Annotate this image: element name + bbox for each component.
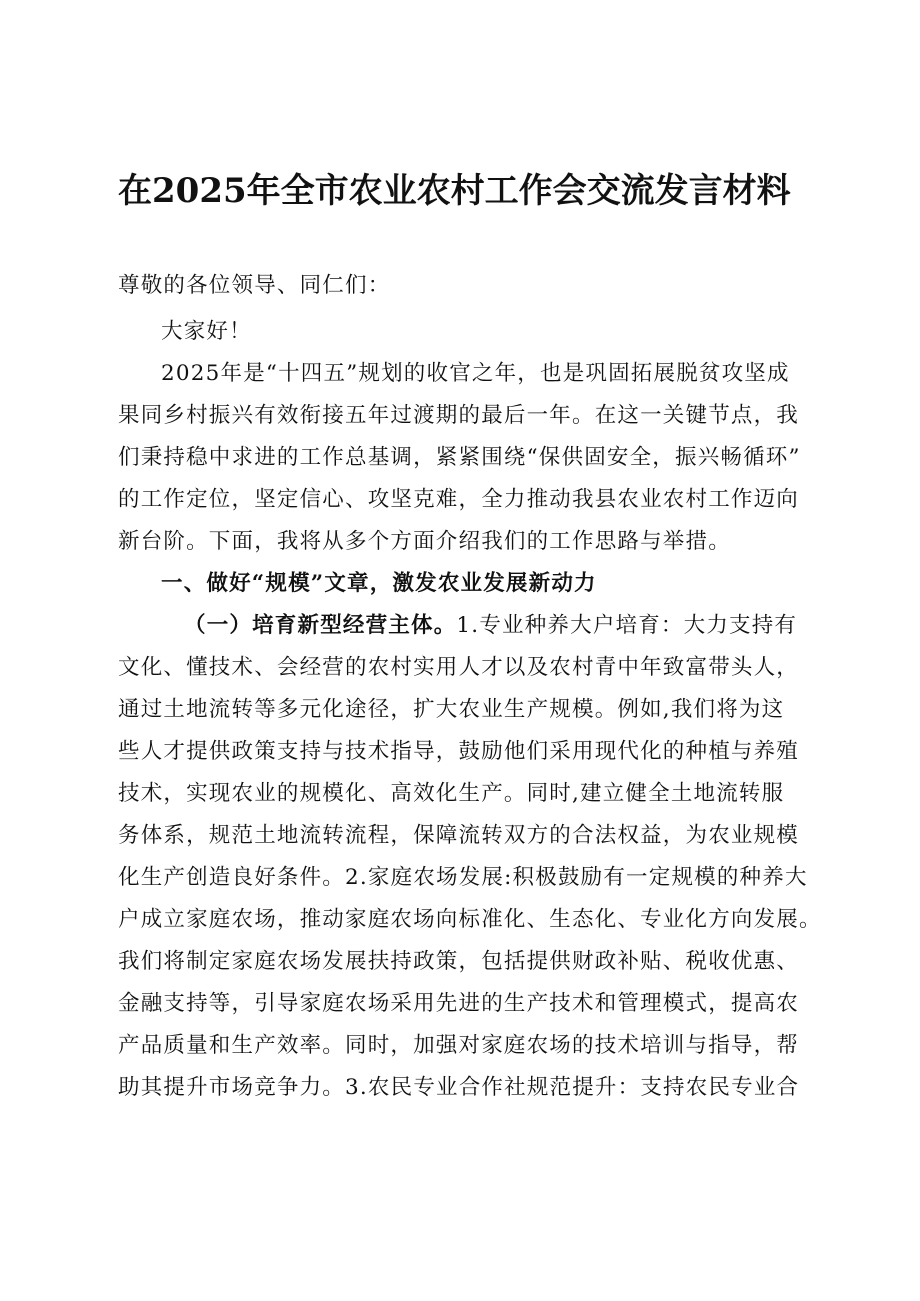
body-line-9: 金融支持等，引导家庭农场采用先进的生产技术和管理模式，提高农	[118, 991, 800, 1016]
body-line-7: 户成立家庭农场，推动家庭农场向标准化、生态化、专业化方向发展。	[118, 907, 822, 932]
body-line-6: 化生产创造良好条件。2.家庭农场发展:积极鼓励有一定规模的种养大	[118, 865, 808, 890]
subsection-first-line-text: 1.专业种养大户培育：大力支持有	[456, 613, 798, 638]
body-line-1: 文化、懂技术、会经营的农村实用人才以及农村青中年致富带头人，	[118, 655, 800, 680]
greeting: 大家好！	[161, 319, 252, 344]
body-line-11: 助其提升市场竞争力。3.农民专业合作社规范提升：支持农民专业合	[118, 1075, 800, 1100]
document-title: 在2025年全市农业农村工作会交流发言材料	[118, 171, 791, 211]
intro-line-1: 2025年是“十四五”规划的收官之年，也是巩固拓展脱贫攻坚成	[161, 361, 790, 386]
subsection-heading: （一）培育新型经营主体。	[184, 613, 457, 638]
body-line-8: 我们将制定家庭农场发展扶持政策，包括提供财政补贴、税收优惠、	[118, 949, 800, 974]
intro-line-2: 果同乡村振兴有效衔接五年过渡期的最后一年。在这一关键节点，我	[118, 403, 800, 428]
document-body	[118, 0, 822, 1301]
intro-line-4: 的工作定位，坚定信心、攻坚克难，全力推动我县农业农村工作迈向	[118, 487, 800, 512]
body-line-2: 通过土地流转等多元化途径，扩大农业生产规模。例如,我们将为这	[118, 697, 785, 722]
body-line-5: 务体系，规范土地流转流程，保障流转双方的合法权益，为农业规模	[118, 823, 800, 848]
intro-line-3: 们秉持稳中求进的工作总基调，紧紧围绕“保供固安全，振兴畅循环”	[118, 445, 801, 470]
subsection-first-line	[184, 608, 797, 639]
intro-line-5: 新台阶。下面，我将从多个方面介绍我们的工作思路与举措。	[118, 529, 731, 554]
section-heading: 一、做好“规模”文章，激发农业发展新动力	[161, 571, 597, 596]
body-line-10: 产品质量和生产效率。同时，加强对家庭农场的技术培训与指导，帮	[118, 1033, 800, 1058]
body-line-3: 些人才提供政策支持与技术指导，鼓励他们采用现代化的种植与养殖	[118, 739, 800, 764]
body-line-4: 技术，实现农业的规模化、高效化生产。同时,建立健全土地流转服	[118, 781, 785, 806]
salutation: 尊敬的各位领导、同仁们：	[118, 273, 391, 298]
